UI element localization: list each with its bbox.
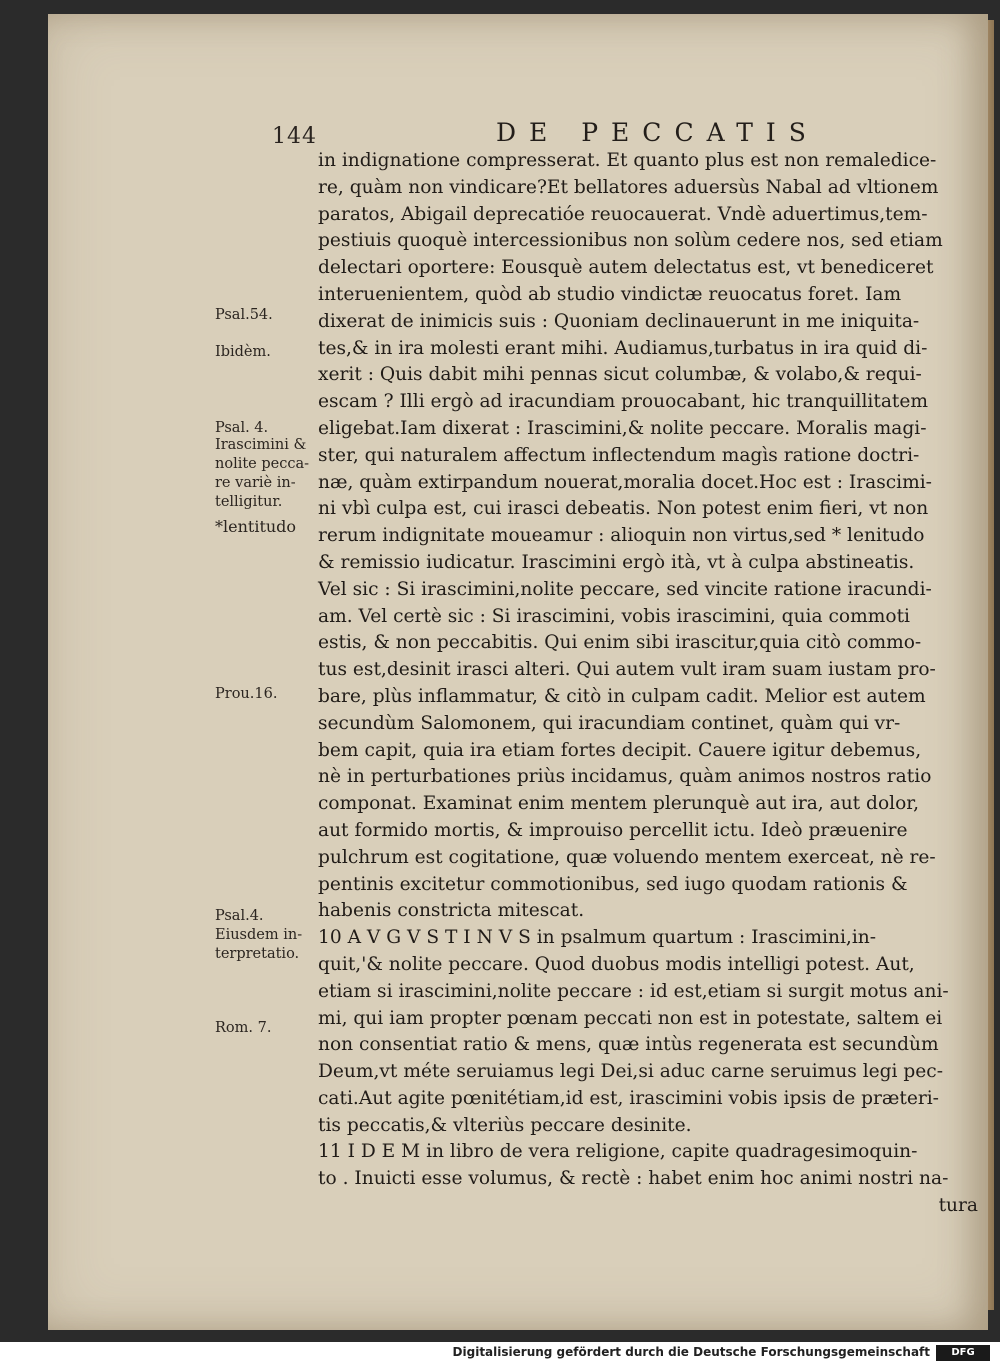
margin-note-psal54: Psal.54. bbox=[215, 307, 273, 323]
book-page bbox=[48, 14, 988, 1330]
text-line: pentinis excitetur commotionibus, sed iugo quodam rationis & bbox=[318, 873, 908, 895]
margin-note-rom7: Rom. 7. bbox=[215, 1020, 272, 1036]
text-line: bare, plùs inflammatur, & citò in culpam cadit. Melior est autem bbox=[318, 685, 926, 707]
text-line: mi, qui iam propter pœnam peccati non est in potestate, saltem ei bbox=[318, 1007, 943, 1029]
margin-note-line: nolite pecca- bbox=[215, 456, 310, 472]
text-line: habenis constricta mitescat. bbox=[318, 900, 585, 922]
text-line: eligebat.Iam dixerat : Irascimini,& nolite peccare. Moralis magi- bbox=[318, 417, 927, 439]
text-line: Deum,vt méte seruiamus legi Dei,si aduc carne seruimus legi pec- bbox=[318, 1061, 944, 1083]
text-line: næ, quàm extirpandum nouerat,moralia docet.Hoc est : Irascimi- bbox=[318, 471, 932, 493]
text-line: aut formido mortis, & improuiso percellit ictu. Ideò præuenire bbox=[318, 819, 908, 841]
text-line: ni vbì culpa est, cui irasci debeatis. Non potest enim fieri, vt non bbox=[318, 498, 929, 520]
margin-note-line: telligitur. bbox=[215, 494, 283, 510]
margin-note-line: re variè in- bbox=[215, 475, 296, 491]
margin-note-prou16: Prou.16. bbox=[215, 686, 278, 702]
text-line: tis peccatis,& vlteriùs peccare desinite. bbox=[318, 1114, 692, 1136]
text-line: 11 I D E M in libro de vera religione, capite quadragesimoquin- bbox=[318, 1141, 918, 1163]
text-line: componat. Examinat enim mentem plerunquè aut ira, aut dolor, bbox=[318, 793, 920, 815]
text-line: rerum indignitate moueamur : alioquin non virtus,sed * lenitudo bbox=[318, 525, 925, 547]
text-line: to . Inuicti esse volumus, & rectè : habet enim hoc animi nostri na- bbox=[318, 1168, 949, 1190]
margin-note-line: Eiusdem in- bbox=[215, 927, 303, 943]
margin-note-psal4: Psal. 4. bbox=[215, 420, 269, 436]
margin-note-ibidem: Ibidèm. bbox=[215, 344, 271, 360]
text-line: Vel sic : Si irascimini,nolite peccare, sed vincite ratione iracundi- bbox=[318, 578, 932, 600]
text-line: & remissio iudicatur. Irascimini ergò ità, vt à culpa abstineatis. bbox=[318, 551, 915, 573]
text-line: tus est,desinit irasci alteri. Qui autem vult iram suam iustam pro- bbox=[318, 659, 936, 681]
text-line: escam ? Illi ergò ad iracundiam prouocabant, hic tranquillitatem bbox=[318, 391, 929, 413]
text-line: tes,& in ira molesti erant mihi. Audiamus,turbatus in ira quid di- bbox=[318, 337, 928, 359]
text-line: nè in perturbationes priùs incidamus, quàm animos nostros ratio bbox=[318, 766, 932, 788]
running-head: DE PECCATIS bbox=[496, 118, 819, 147]
footer-credit: Digitalisierung gefördert durch die Deutsche Forschungsgemeinschaft bbox=[452, 1345, 930, 1359]
text-line: pestiuis quoquè intercessionibus non solùm cedere nos, sed etiam bbox=[318, 230, 943, 252]
text-line: bem capit, quia ira etiam fortes decipit. Cauere igitur debemus, bbox=[318, 739, 922, 761]
text-line: re, quàm non vindicare?Et bellatores aduersùs Nabal ad vltionem bbox=[318, 176, 939, 198]
margin-note-line: terpretatio. bbox=[215, 946, 300, 962]
text-line: interuenientem, quòd ab studio vindictæ reuocatus foret. Iam bbox=[318, 283, 902, 305]
main-text bbox=[318, 148, 978, 1220]
text-line: ster, qui naturalem affectum inflectendum magìs ratione doctri- bbox=[318, 444, 920, 466]
dfg-logo-icon: DFG bbox=[936, 1345, 990, 1361]
text-line: cati.Aut agite pœnitétiam,id est, irascimini vobis ipsis de præteri- bbox=[318, 1087, 939, 1109]
footer-bar bbox=[0, 1342, 1000, 1365]
margin-note-line: Irascimini & bbox=[215, 437, 307, 453]
margin-note-psal4b: Psal.4. bbox=[215, 908, 264, 924]
text-line: dixerat de inimicis suis : Quoniam declinauerunt in me iniquita- bbox=[318, 310, 920, 332]
text-line: non consentiat ratio & mens, quæ intùs regenerata est secundùm bbox=[318, 1034, 939, 1056]
text-line: in indignatione compresserat. Et quanto plus est non remaledice- bbox=[318, 150, 937, 171]
text-line: paratos, Abigail deprecatióe reuocauerat. Vndè aduertimus,tem- bbox=[318, 203, 928, 225]
text-line: delectari oportere: Eousquè autem delectatus est, vt benediceret bbox=[318, 257, 934, 279]
text-line: 10 A V G V S T I N V S in psalmum quartum : Irascimini,in- bbox=[318, 927, 877, 949]
text-line: xerit : Quis dabit mihi pennas sicut columbæ, & volabo,& requi- bbox=[318, 364, 922, 386]
text-line: quit,'& nolite peccare. Quod duobus modis intelligi potest. Aut, bbox=[318, 953, 915, 975]
text-line: secundùm Salomonem, qui iracundiam continet, quàm qui vr- bbox=[318, 712, 901, 734]
catchword: tura bbox=[938, 1195, 978, 1217]
page-number: 144 bbox=[272, 124, 317, 149]
text-line: estis, & non peccabitis. Qui enim sibi irascitur,quia citò commo- bbox=[318, 632, 922, 654]
text-line: etiam si irascimini,nolite peccare : id est,etiam si surgit motus ani- bbox=[318, 980, 949, 1002]
margin-note-lentitudo: *lentitudo bbox=[215, 517, 297, 536]
text-line: am. Vel certè sic : Si irascimini, vobis irascimini, quia commoti bbox=[318, 605, 910, 627]
text-line: pulchrum est cogitatione, quæ voluendo mentem exerceat, nè re- bbox=[318, 846, 936, 868]
